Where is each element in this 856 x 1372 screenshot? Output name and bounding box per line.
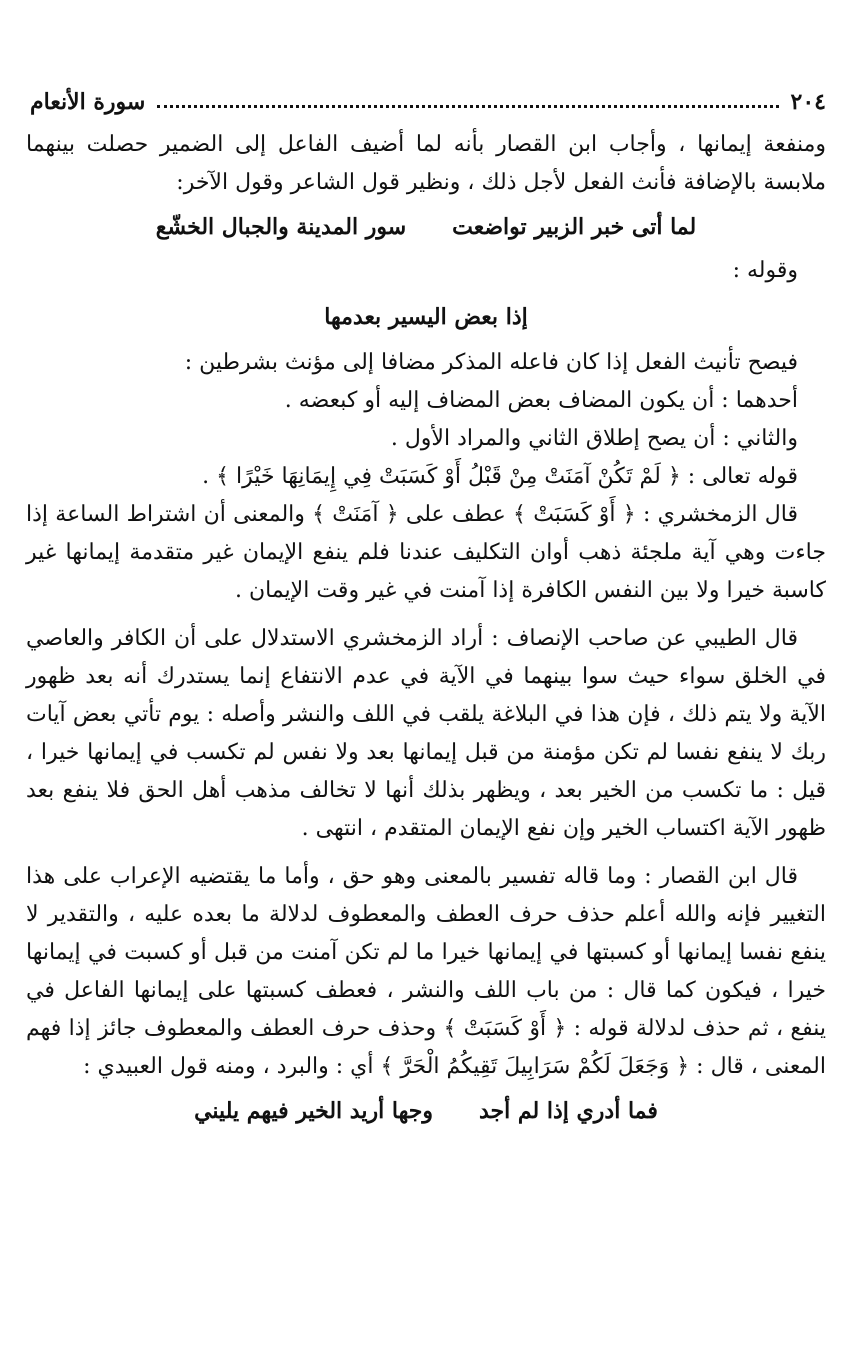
paragraph: ومنفعة إيمانها ، وأجاب ابن القصار بأنه لما أضيف الفاعل إلى الضمير حصلت بينهما ملابسة بالإضافة فأنث الفعل لأجل ذلك ، ونظير قول الشاعر وقول الآخر: <box>26 132 826 195</box>
surah-title: سورة الأنعام <box>30 89 146 115</box>
poem-verse: إذا بعض اليسير بعدمها <box>324 304 528 330</box>
paragraph: قال الطيبي عن صاحب الإنصاف : أراد الزمخشري الاستدلال على أن الكافر والعاصي في الخلق سواء حيث سوا بينهما في الآية في عدم الانتفاع إنما يستدرك أنه بعد ظهور الآية ولا يتم ذلك ، فإن هذا في البلاغة يلقب في اللف والنشر وأصله : يوم تأتي بعض آيات ربك لا ينفع نفسا لم تكن مؤمنة من قبل إيمانها بعد ولا نفس لم تكسب في إيمانها خيرا ، قيل : ما تكسب من الخير بعد ، ويظهر بذلك أنها لا تخالف مذهب أهل الحق فلا ينفع بعد ظهور الآية اكتساب الخير وإن نفع الإيمان المتقدم ، انتهى . <box>26 626 826 841</box>
page-body <box>26 126 826 1136</box>
header-dotted-rule <box>157 105 778 108</box>
paragraph: أحدهما : أن يكون المضاف بعض المضاف إليه أو كبعضه . <box>284 388 798 413</box>
poem-verse <box>26 1092 826 1130</box>
paragraph: قال ابن القصار : وما قاله تفسير بالمعنى وهو حق ، وأما ما يقتضيه الإعراب على هذا التغيير فإنه والله أعلم حذف حرف العطف والمعطوف لدلالة ما بعده عليه ، والتقدير لا ينفع نفسا إيمانها أو كسبتها في إيمانها خيرا ما لم تكن آمنت من قبل أو كسبت في إيمانها خيرا ، فيكون كما قال : من باب اللف والنشر ، فعطف كسبتها على إيمانها الفاعل في ينفع ، ثم حذف لدلالة قوله : ﴿ أَوْ كَسَبَتْ ﴾ وحذف حرف العطف والمعطوف جائز إذا فهم المعنى ، قال : ﴿ وَجَعَلَ لَكُمْ سَرَابِيلَ تَقِيكُمُ الْحَرَّ ﴾ أي : والبرد ، ومنه قول العبيدي : <box>26 864 826 1079</box>
paragraph: وقوله : <box>732 258 798 283</box>
verse-second-half: سور المدينة والجبال الخشّع <box>155 214 407 240</box>
verse-first-half: فما أدري إذا لم أجد <box>478 1098 658 1124</box>
verse-first-half: لما أتى خبر الزبير تواضعت <box>452 214 697 240</box>
paragraph: قال الزمخشري : ﴿ أَوْ كَسَبَتْ ﴾ عطف على ﴿ آمَنَتْ ﴾ والمعنى أن اشتراط الساعة إذا جاءت وهي آية ملجئة ذهب أوان التكليف عندنا فلم ينفع الإيمان غير متقدمة إيمانها غير كاسبة خيرا ولا بين النفس الكافرة إذا آمنت في غير وقت الإيمان . <box>26 502 826 603</box>
paragraph: فيصح تأنيث الفعل إذا كان فاعله المذكر مضافا إلى مؤنث بشرطين : <box>184 350 798 375</box>
page-number: ٢٠٤ <box>790 89 826 115</box>
verse-second-half: وجها أريد الخير فيهم يليني <box>194 1098 433 1124</box>
poem-verse <box>26 208 826 246</box>
page-header <box>30 84 826 120</box>
quran-quote-paragraph: قوله تعالى : ﴿ لَمْ تَكُنْ آمَنَتْ مِنْ قَبْلُ أَوْ كَسَبَتْ فِي إِيمَانِهَا خَيْرًا ﴾ . <box>202 464 798 489</box>
paragraph: والثاني : أن يصح إطلاق الثاني والمراد الأول . <box>390 426 798 451</box>
